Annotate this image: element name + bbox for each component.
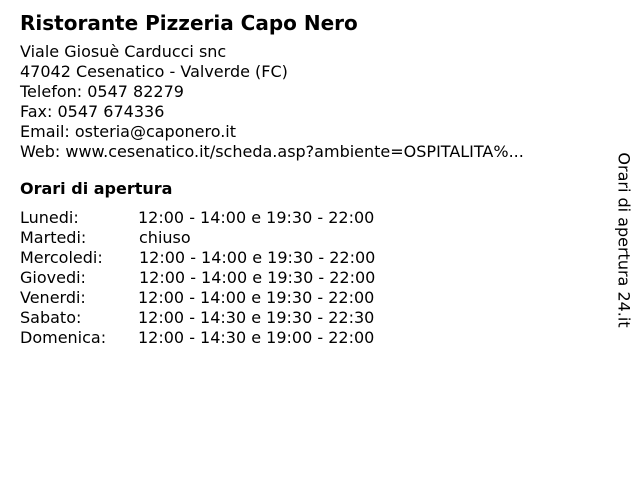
day-label: Giovedi:	[20, 268, 86, 287]
day-label: Sabato:	[20, 308, 82, 327]
time-value: 12:00 - 14:00 e 19:30 - 22:00	[139, 248, 376, 267]
site-watermark: Orari di apertura 24.it	[614, 152, 634, 328]
business-card	[20, 10, 600, 348]
fax-line: Fax: 0547 674336	[20, 102, 165, 121]
opening-hours-heading: Orari di apertura	[20, 179, 173, 198]
hours-row-friday	[20, 288, 600, 308]
time-value: chiuso	[139, 228, 191, 247]
time-value: 12:00 - 14:00 e 19:30 - 22:00	[138, 288, 375, 307]
day-label: Martedi:	[20, 228, 87, 247]
time-value: 12:00 - 14:30 e 19:30 - 22:30	[138, 308, 375, 327]
day-label: Domenica:	[20, 328, 107, 347]
time-value: 12:00 - 14:30 e 19:00 - 22:00	[138, 328, 375, 347]
opening-hours-table	[20, 208, 600, 348]
time-value: 12:00 - 14:00 e 19:30 - 22:00	[139, 268, 376, 287]
day-label: Lunedi:	[20, 208, 79, 227]
hours-row-thursday	[20, 268, 600, 288]
address-line-1: Viale Giosuè Carducci snc	[20, 42, 227, 61]
hours-row-tuesday	[20, 228, 600, 248]
phone-line: Telefon: 0547 82279	[20, 82, 184, 101]
address-line-2: 47042 Cesenatico - Valverde (FC)	[20, 62, 288, 81]
business-name: Ristorante Pizzeria Capo Nero	[20, 11, 358, 35]
hours-row-saturday	[20, 308, 600, 328]
hours-row-sunday	[20, 328, 600, 348]
email-line: Email: osteria@caponero.it	[20, 122, 237, 141]
day-label: Mercoledi:	[20, 248, 103, 267]
hours-row-monday	[20, 208, 600, 228]
hours-row-wednesday	[20, 248, 600, 268]
time-value: 12:00 - 14:00 e 19:30 - 22:00	[138, 208, 375, 227]
day-label: Venerdi:	[20, 288, 86, 307]
web-line: Web: www.cesenatico.it/scheda.asp?ambiente=OSPITALITA%...	[20, 142, 524, 161]
